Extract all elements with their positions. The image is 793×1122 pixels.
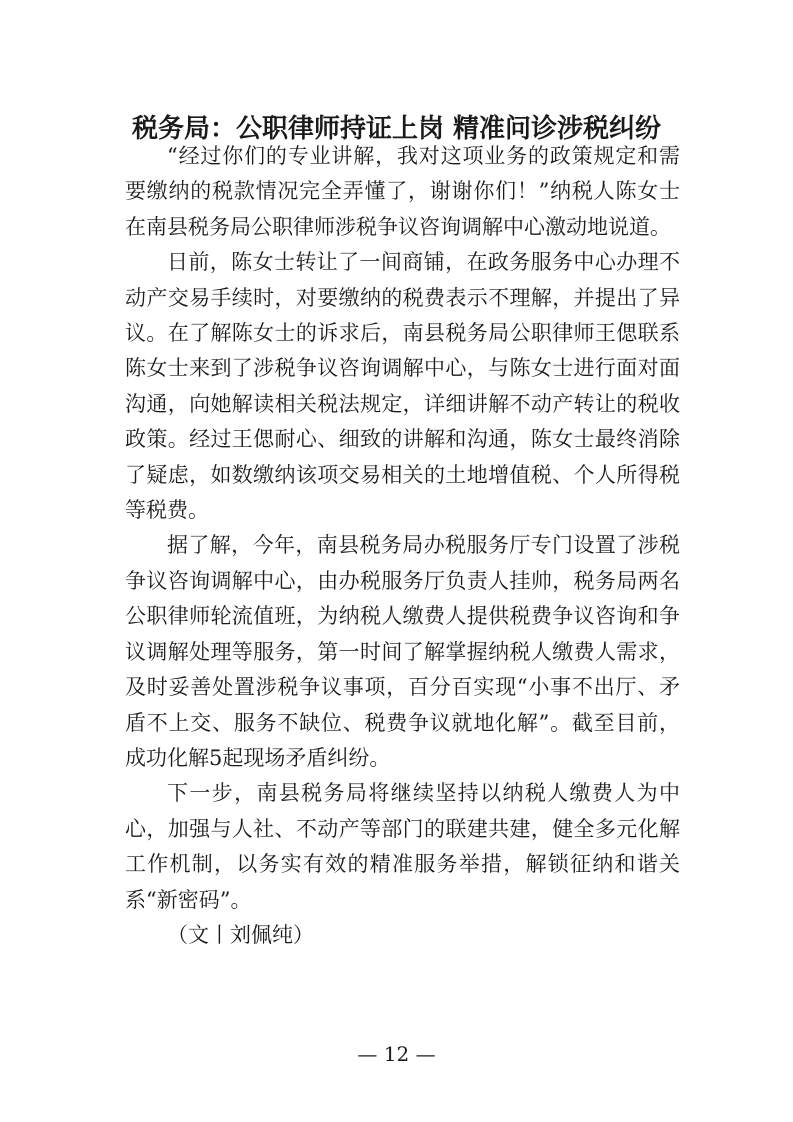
paragraph-2: 日前，陈女士转让了一间商铺，在政务服务中心办理不动产交易手续时，对要缴纳的税费表示不理解，并提出了异议。在了解陈女士的诉求后，南县税务局公职律师王偲联系陈女士来到了涉税争议咨询调解中心，与陈女士进行面对面沟通，向她解读相关税法规定，详细讲解不动产转让的税收政策。经过王偲耐心、细致的讲解和沟通，陈女士最终消除了疑虑，如数缴纳该项交易相关的土地增值税、个人所得税等税费。 xyxy=(125,250,680,523)
paragraph-4: 下一步，南县税务局将继续坚持以纳税人缴费人为中心，加强与人社、不动产等部门的联建共建，健全多元化解工作机制，以务实有效的精准服务举措，解锁征纳和谐关系“新密码”。 xyxy=(125,781,680,912)
article-title: 税务局：公职律师持证上岗 精准问诊涉税纠纷 xyxy=(131,114,662,145)
paragraph-3: 据了解，今年，南县税务局办税服务厅专门设置了涉税争议咨询调解中心，由办税服务厅负责人挂帅，税务局两名公职律师轮流值班，为纳税人缴费人提供税费争议咨询和争议调解处理等服务，第一时间了解掌握纳税人缴费人需求，及时妥善处置涉税争议事项，百分百实现“小事不出厅、矛盾不上交、服务不缺位、税费争议就地化解”。截至目前，成功化解5起现场矛盾纠纷。 xyxy=(125,533,680,770)
article-body xyxy=(125,139,680,953)
author-credit: （文丨刘佩纯） xyxy=(167,922,314,947)
page-number: — 12 — xyxy=(357,1042,436,1066)
paragraph-1: “经过你们的专业讲解，我对这项业务的政策规定和需要缴纳的税款情况完全弄懂了，谢谢你们！”纳税人陈女士在南县税务局公职律师涉税争议咨询调解中心激动地说道。 xyxy=(125,144,680,239)
